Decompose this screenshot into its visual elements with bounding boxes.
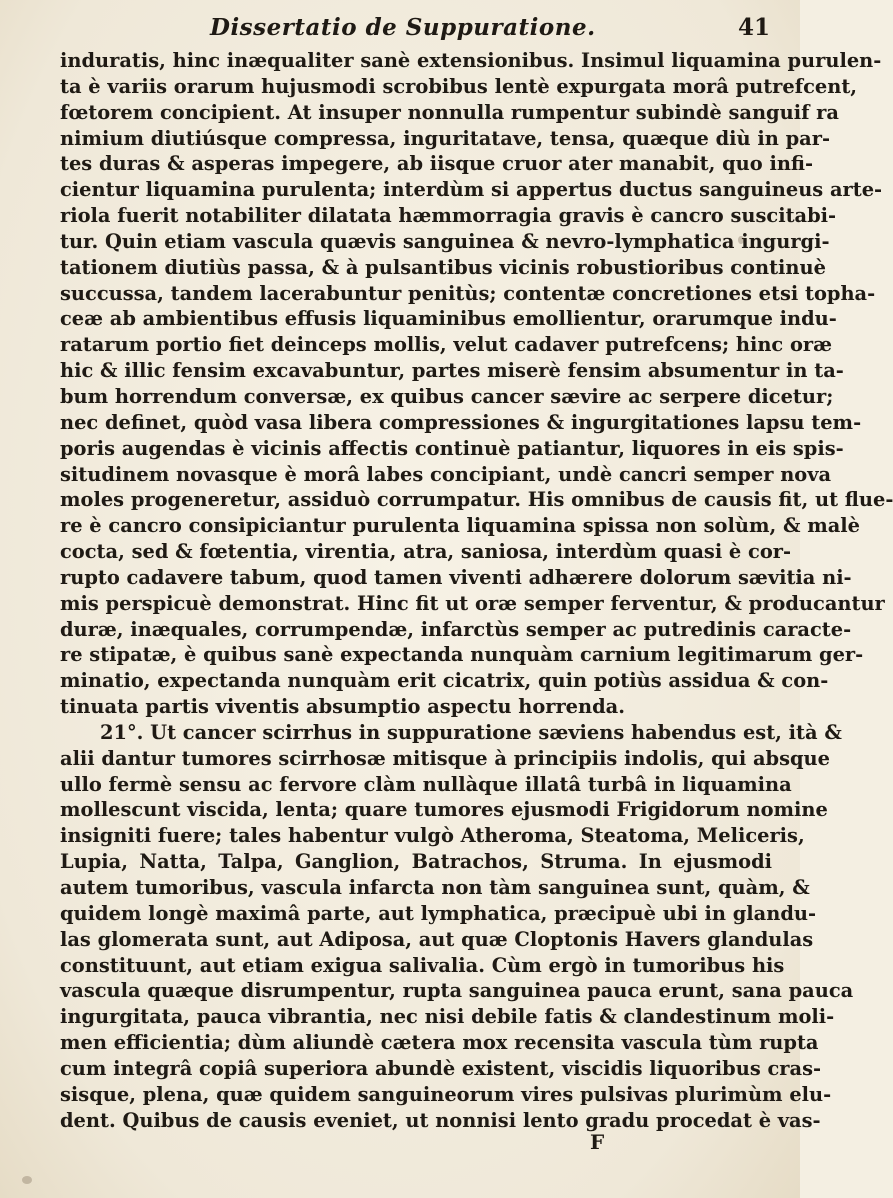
text-line: nimium diutiúsque compressa, inguritatave, tensa, quæque diù in par- (60, 126, 830, 150)
text-line: constituunt, aut etiam exigua salivalia. Cùm ergò in tumoribus his (60, 953, 785, 977)
text-line: moles progeneretur, assiduò corrumpatur. His omnibus de causis fit, ut flue- (60, 488, 893, 512)
text-line: tes duras & asperas impegere, ab iisque cruor ater manabit, quo infi- (60, 152, 814, 176)
text-line: succussa, tandem lacerabuntur penitùs; contentæ concretiones etsi topha- (60, 281, 876, 305)
text-line: induratis, hinc inæqualiter sanè extensionibus. Insimul liquamina purulen- (60, 49, 882, 72)
text-line: ceæ ab ambientibus effusis liquaminibus emollientur, orarumque indu- (60, 307, 837, 331)
text-line: tur. Quin etiam vascula quævis sanguinea & nevro-lymphatica ingurgi- (60, 229, 830, 253)
page-number: 41 (737, 14, 770, 41)
text-line: cientur liquamina purulenta; interdùm si appertus ductus sanguineus arte- (60, 178, 883, 202)
text-line: fœtorem concipient. At insuper nonnulla rumpentur subindè sanguif ra (60, 100, 839, 124)
text-line: alii dantur tumores scirrhosæ mitisque à principiis indolis, qui absque (60, 746, 830, 770)
text-line: autem tumoribus, vascula infarcta non tàm sanguinea sunt, quàm, & (60, 876, 810, 899)
page-header (40, 10, 780, 46)
signature-mark: F (590, 1130, 605, 1154)
text-line: riola fuerit notabiliter dilatata hæmmorragia gravis è cancro suscitabi- (60, 204, 837, 228)
text-line: hic & illic fensim excavabuntur, partes miserè fensim absumentur in ta- (60, 359, 844, 383)
text-line: ta è variis orarum hujusmodi scrobibus lentè expurgata morâ putrefcent, (60, 74, 858, 98)
text-line: duræ, inæquales, corrumpendæ, infarctùs semper ac putredinis caracte- (60, 617, 852, 641)
text-line: cocta, sed & fœtentia, virentia, atra, saniosa, interdùm quasi è cor- (60, 540, 792, 564)
text-line: re è cancro consipiciantur purulenta liquamina spissa non solùm, & malè (60, 514, 861, 538)
text-line: men efficientia; dùm aliundè cætera mox recensita vascula tùm rupta (60, 1031, 819, 1055)
text-line: las glomerata sunt, aut Adiposa, aut quæ Cloptonis Havers glandulas (60, 927, 814, 951)
running-title: Dissertatio de Suppuratione. (210, 14, 596, 41)
text-line: rupto cadavere tabum, quod tamen viventi adhærere dolorum sævitia ni- (60, 565, 852, 589)
text-line: ingurgitata, pauca vibrantia, nec nisi debile fatis & clandestinum moli- (60, 1005, 835, 1029)
text-line: sisque, plena, quæ quidem sanguineorum vires pulsivas plurimùm elu- (60, 1082, 832, 1106)
text-line: tationem diutiùs passa, & à pulsantibus vicinis robustioribus continuè (60, 255, 826, 279)
text-line: dent. Quibus de causis eveniet, ut nonnisi lento gradu procedat è vas- (60, 1108, 821, 1132)
text-line: re stipatæ, è quibus sanè expectanda nunquàm carnium legitimarum ger- (60, 643, 864, 667)
text-line: cum integrâ copiâ superiora abundè existent, viscidis liquoribus cras- (60, 1056, 822, 1080)
text-line: ullo fermè sensu ac fervore clàm nullàque illatâ turbâ in liquamina (60, 772, 792, 796)
text-line: ratarum portio fiet deinceps mollis, velut cadaver putrefcens; hinc oræ (60, 333, 833, 357)
text-line: situdinem novasque è morâ labes concipiant, undè cancri semper nova (60, 462, 832, 486)
text-line: Lupia, Natta, Talpa, Ganglion, Batrachos, Struma. In ejusmodi (60, 850, 772, 874)
ink-speck (22, 1176, 32, 1184)
text-line: minatio, expectanda nunquàm erit cicatrix, quin potiùs assidua & con- (60, 669, 829, 693)
text-line: nec definet, quòd vasa libera compressiones & ingurgitationes lapsu tem- (60, 410, 862, 434)
text-line: poris augendas è vicinis affectis continuè patiantur, liquores in eis spis- (60, 436, 844, 460)
text-line: vascula quæque disrumpentur, rupta sanguinea pauca erunt, sana pauca (60, 979, 854, 1003)
text-line: tinuata partis viventis absumptio aspectu horrenda. (60, 695, 625, 719)
text-line: bum horrendum conversæ, ex quibus cancer sævire ac serpere dicetur; (60, 384, 834, 408)
ink-speck (738, 236, 744, 244)
text-line: quidem longè maximâ parte, aut lymphatica, præcipuè ubi in glandu- (60, 901, 817, 925)
text-line: mis perspicuè demonstrat. Hinc fit ut oræ semper ferventur, & producantur (60, 591, 885, 615)
text-line: 21°. Ut cancer scirrhus in suppuratione sæviens habendus est, ità & (100, 720, 842, 744)
text-line: insigniti fuere; tales habentur vulgò Atheroma, Steatoma, Meliceris, (60, 824, 805, 848)
text-line: mollescunt viscida, lenta; quare tumores ejusmodi Frigidorum nomine (60, 798, 828, 822)
body-text (60, 48, 893, 1133)
